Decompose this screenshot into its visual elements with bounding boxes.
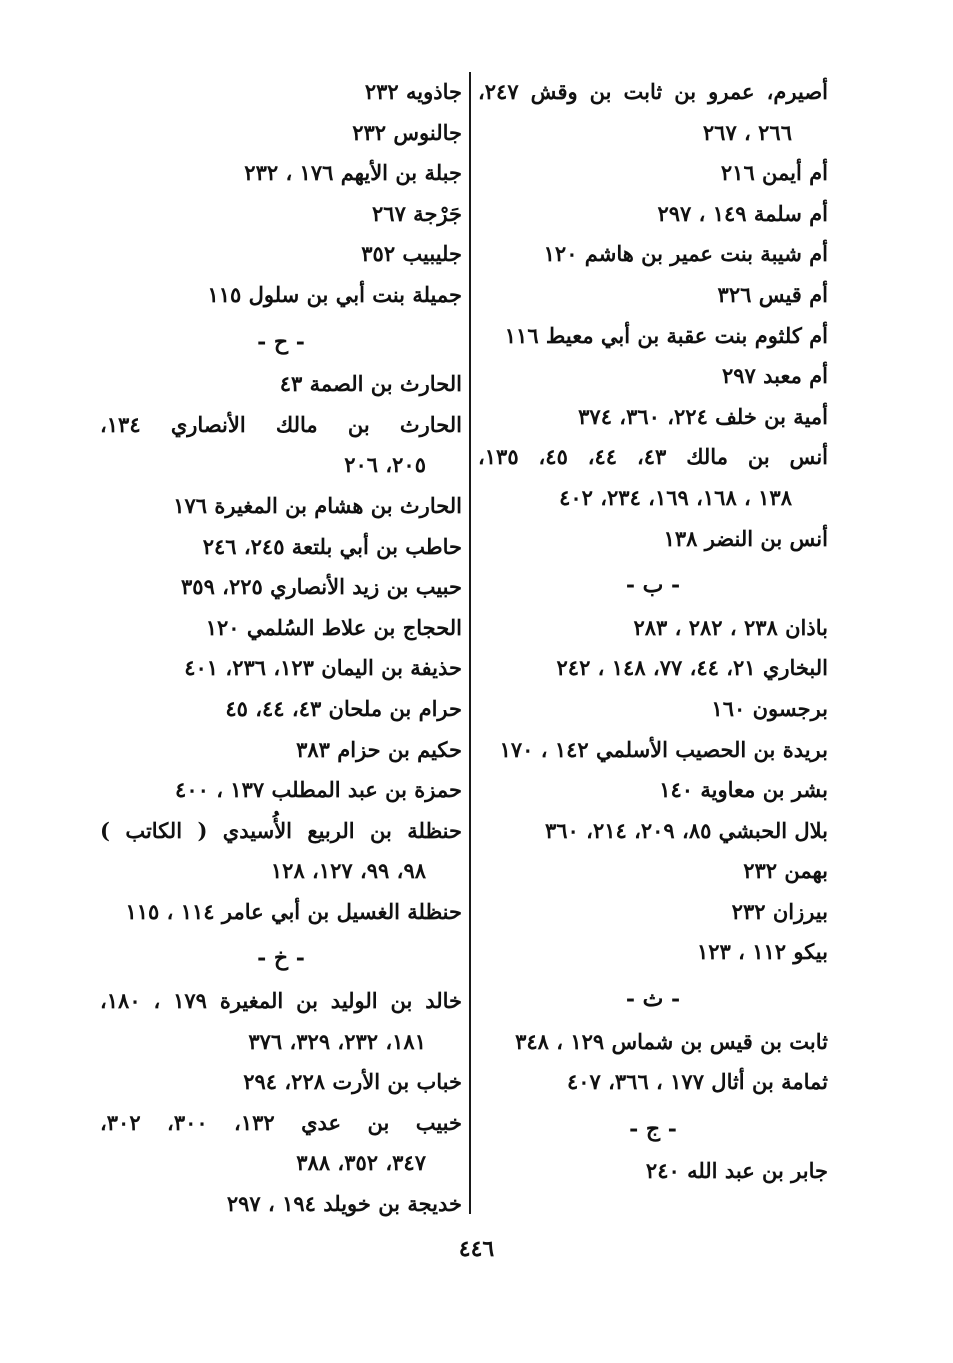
index-entry-continuation: ٢٠٥، ٢٠٦ xyxy=(344,452,426,478)
index-entry-text: خباب بن الأرت ٢٢٨، ٢٩٤ xyxy=(243,1069,462,1095)
index-column-left xyxy=(100,72,462,1225)
index-entry-text: خديجة بن خويلد ١٩٤ ، ٢٩٧ xyxy=(226,1191,462,1217)
index-entry-text: حمزة بن عبد المطلب ١٣٧ ، ٤٠٠ xyxy=(175,777,462,803)
index-entry-text: بشر بن معاوية ١٤٠ xyxy=(659,777,828,803)
index-entry xyxy=(100,608,462,649)
index-entry-text: أنس بن النضر ١٣٨ xyxy=(663,525,828,551)
index-entry-continuation: ١٣٨ ، ١٦٨، ١٦٩، ٢٣٤، ٤٠٢ xyxy=(559,484,792,510)
index-entry xyxy=(100,730,462,771)
index-entry-text: أم قيس ٣٢٦ xyxy=(717,281,828,307)
index-entry xyxy=(100,1103,462,1184)
index-entry-text: أمية بن خلف ٢٢٤، ٣٦٠، ٣٧٤ xyxy=(578,403,828,429)
section-letter-header: - ح - xyxy=(257,328,305,355)
index-entry-text: حبيب بن زيد الأنصاري ٢٢٥، ٣٥٩ xyxy=(181,574,462,600)
index-entry-text: حنظلة الغسيل بن أبي عامر ١١٤ ، ١١٥ xyxy=(125,898,462,924)
index-entry-text: بيكو ١١٢ ، ١٢٣ xyxy=(696,939,828,965)
index-entry-text: ثمامة بن أثال ١٧٧ ، ٣٦٦، ٤٠٧ xyxy=(566,1069,828,1095)
index-entry xyxy=(478,234,828,275)
index-entry xyxy=(478,811,828,852)
index-entry-text: بيرزان ٢٣٢ xyxy=(731,898,828,924)
section-letter-header: - خ - xyxy=(257,945,305,972)
section-letter-header: - ث - xyxy=(625,986,681,1013)
index-entry xyxy=(478,72,828,153)
section-letter-header: - ج - xyxy=(629,1115,677,1142)
index-entry xyxy=(100,364,462,405)
index-entry xyxy=(100,648,462,689)
index-entry xyxy=(100,1062,462,1103)
index-entry xyxy=(478,770,828,811)
index-entry xyxy=(100,527,462,568)
index-entry xyxy=(478,648,828,689)
index-entry xyxy=(100,194,462,235)
index-entry-text: الحارث بن الصمة ٤٣ xyxy=(279,371,462,397)
index-entry-text: أم كلثوم بنت عقبة بن أبي معيط ١١٦ xyxy=(504,322,828,348)
index-entry-text: حذيفة بن اليمان ١٢٣، ٢٣٦، ٤٠١ xyxy=(184,655,462,681)
index-entry xyxy=(100,811,462,892)
index-entry xyxy=(100,113,462,154)
page-number: ٤٤٦ xyxy=(458,1236,495,1262)
index-entry-text: أصيرم، عمرو بن ثابت بن وقش ٢٤٧، xyxy=(478,79,828,104)
index-entry xyxy=(478,1062,828,1103)
index-entry xyxy=(478,1022,828,1063)
index-entry xyxy=(100,275,462,316)
index-entry-text: باذان ٢٣٨ ، ٢٨٢ ، ٢٨٣ xyxy=(633,614,828,640)
index-entry-text: أم سلمة ١٤٩ ، ٢٩٧ xyxy=(657,200,828,226)
index-column-right xyxy=(478,72,828,1192)
index-entry xyxy=(100,486,462,527)
index-entry xyxy=(478,1151,828,1192)
index-entry-text: الحارث بن مالك الأنصاري ١٣٤، xyxy=(100,411,462,437)
index-entry xyxy=(100,153,462,194)
index-entry-text: خالد بن الوليد بن المغيرة ١٧٩ ، ١٨٠، xyxy=(100,988,462,1014)
index-entry xyxy=(100,892,462,933)
index-entry-text: أنس بن مالك ٤٣، ٤٤، ٤٥، ١٣٥، xyxy=(478,444,829,470)
index-entry xyxy=(478,851,828,892)
index-entry-text: حكيم بن حزام ٣٨٣ xyxy=(296,736,462,762)
index-entry-text: خبيب بن عدي ١٣٢، ٣٠٠، ٣٠٢، xyxy=(100,1109,462,1135)
index-entry xyxy=(478,397,828,438)
index-entry xyxy=(478,730,828,771)
index-entry xyxy=(478,608,828,649)
index-entry-text: بلال الحبشي ٨٥، ٢٠٩، ٢١٤، ٣٦٠ xyxy=(545,817,828,843)
index-entry xyxy=(100,689,462,730)
index-entry xyxy=(100,567,462,608)
index-entry-continuation: ٩٨، ٩٩، ١٢٧، ١٢٨ xyxy=(270,858,426,884)
index-entry-text: البخاري ٢١، ٤٤، ٧٧، ١٤٨ ، ٢٤٢ xyxy=(556,655,828,681)
index-entry xyxy=(100,234,462,275)
index-entry-text: ثابت بن قيس بن شماس ١٢٩ ، ٣٤٨ xyxy=(515,1028,828,1054)
index-entry xyxy=(478,519,828,560)
index-entry-text: جَرْجة ٢٦٧ xyxy=(372,200,462,226)
index-entry xyxy=(100,405,462,486)
index-entry xyxy=(478,194,828,235)
column-divider xyxy=(469,72,471,1214)
index-entry-text: جميلة بنت أبي بن سلول ١١٥ xyxy=(207,281,462,307)
index-entry-text: أم معبد ٢٩٧ xyxy=(721,363,828,389)
index-entry xyxy=(100,72,462,113)
index-entry xyxy=(100,770,462,811)
index-entry-text: بريدة بن الحصيب الأسلمي ١٤٢ ، ١٧٠ xyxy=(499,736,828,762)
index-entry-text: حرام بن ملحان ٤٣، ٤٤، ٤٥ xyxy=(225,695,462,721)
index-entry xyxy=(478,892,828,933)
index-entry xyxy=(478,153,828,194)
index-entry-text: جالنوس ٢٣٢ xyxy=(352,119,462,145)
index-entry-text: الحارث بن هشام بن المغيرة ١٧٦ xyxy=(173,492,462,518)
index-entry-continuation: ١٨١، ٢٣٢، ٣٢٩، ٣٧٦ xyxy=(248,1028,426,1054)
index-entry-text: أم أيمن ٢١٦ xyxy=(720,160,828,186)
index-entry-text: الحجاج بن علاط السُلمي ١٢٠ xyxy=(205,614,462,640)
index-entry-text: حنظلة بن الربيع الأُسيدي ( الكاتب ) xyxy=(100,817,462,843)
index-entry xyxy=(478,275,828,316)
index-entry xyxy=(100,1184,462,1225)
index-entry-text: برجسون ١٦٠ xyxy=(711,695,828,721)
index-entry xyxy=(478,356,828,397)
index-entry-text: جاذويه ٢٣٢ xyxy=(364,79,462,104)
index-entry-continuation: ٢٦٦ ، ٢٦٧ xyxy=(702,119,792,145)
section-letter-header: - ب - xyxy=(625,572,681,599)
index-entry-text: أم شيبة بنت عمير بن هاشم ١٢٠ xyxy=(543,241,828,267)
index-entry xyxy=(478,437,828,518)
index-entry-text: جابر بن عبد الله ٢٤٠ xyxy=(645,1158,828,1184)
index-entry xyxy=(100,981,462,1062)
index-entry-continuation: ٣٤٧، ٣٥٢، ٣٨٨ xyxy=(296,1150,426,1176)
index-entry xyxy=(478,316,828,357)
index-entry xyxy=(478,932,828,973)
index-entry-text: جليبيب ٣٥٢ xyxy=(361,241,462,267)
index-entry xyxy=(478,689,828,730)
index-entry-text: بهمن ٢٣٢ xyxy=(743,858,828,884)
index-entry-text: جبلة بن الأيهم ١٧٦ ، ٢٣٢ xyxy=(244,160,462,186)
index-entry-text: حاطب بن أبي بلتعة ٢٤٥، ٢٤٦ xyxy=(202,533,462,559)
